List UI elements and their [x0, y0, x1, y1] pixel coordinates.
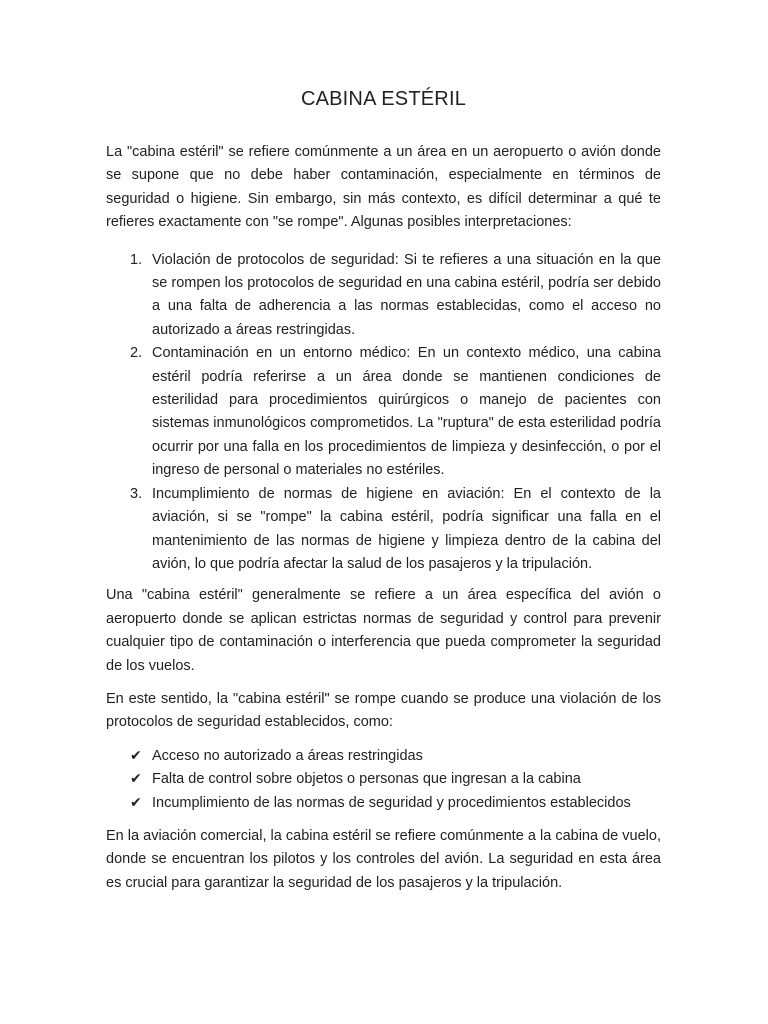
list-item-text: Contaminación en un entorno médico: En un contexto médico, una cabina estéril podría referirse a un área donde se mantienen condiciones de esterilidad para procedimientos quirúrgicos o manejo de pacientes con sistemas inmunológicos comprometidos. La "ruptura" de esta esterilidad podría ocurrir por una falla en los procedimientos de limpieza y desinfección, o por el ingreso de personal o materiales no estériles. — [152, 345, 661, 479]
document-page — [106, 88, 661, 905]
intro-paragraph: La "cabina estéril" se refiere comúnmente a un área en un aeropuerto o avión donde se supone que no debe haber contaminación, especialmente en términos de seguridad o higiene. Sin embargo, sin más contexto, es difícil determinar a qué te refieres exactamente con "se rompe". Algunas posibles interpretaciones: — [106, 144, 661, 231]
list-item-text: Incumplimiento de normas de higiene en aviación: En el contexto de la aviación, si se "rompe" la cabina estéril, podría significar una falla en el mantenimiento de las normas de higiene y limpieza dentro de la cabina del avión, lo que podría afectar la salud de los pasajeros y la tripulación. — [152, 485, 661, 572]
list-item — [106, 483, 661, 577]
checklist-item-text: Incumplimiento de las normas de seguridad y procedimientos establecidos — [152, 794, 631, 811]
checklist-item-text: Acceso no autorizado a áreas restringidas — [152, 747, 423, 764]
list-number: 1. — [130, 251, 143, 268]
list-number: 3. — [130, 485, 143, 502]
violation-paragraph: En este sentido, la "cabina estéril" se rompe cuando se produce una violación de los protocolos de seguridad establecidos, como: — [106, 690, 661, 731]
conclusion-paragraph: En la aviación comercial, la cabina estéril se refiere comúnmente a la cabina de vuelo, donde se encuentran los pilotos y los controles del avión. La seguridad en esta área es crucial para garantizar la seguridad de los pasajeros y la tripulación. — [106, 827, 661, 891]
checklist-item — [106, 792, 661, 815]
checklist-item-text: Falta de control sobre objetos o personas que ingresan a la cabina — [152, 771, 581, 788]
interpretations-list — [106, 249, 661, 577]
checklist-item — [106, 768, 661, 791]
checkmark-icon: ✔ — [130, 771, 142, 788]
checklist-item — [106, 745, 661, 768]
list-item-text: Violación de protocolos de seguridad: Si te refieres a una situación en la que se rompen los protocolos de seguridad en una cabina estéril, podría ser debido a una falta de adherencia a las normas establecidas, como el acceso no autorizado a áreas restringidas. — [152, 251, 661, 338]
list-item — [106, 342, 661, 482]
checklist — [106, 745, 661, 815]
checkmark-icon: ✔ — [130, 794, 142, 811]
checkmark-icon: ✔ — [130, 747, 142, 764]
list-item — [106, 249, 661, 343]
list-number: 2. — [130, 345, 143, 362]
document-title: CABINA ESTÉRIL — [300, 88, 467, 110]
definition-paragraph: Una "cabina estéril" generalmente se refiere a un área específica del avión o aeropuerto donde se aplican estrictas normas de seguridad y control para prevenir cualquier tipo de contaminación o interferencia que pueda comprometer la seguridad de los vuelos. — [106, 587, 661, 674]
